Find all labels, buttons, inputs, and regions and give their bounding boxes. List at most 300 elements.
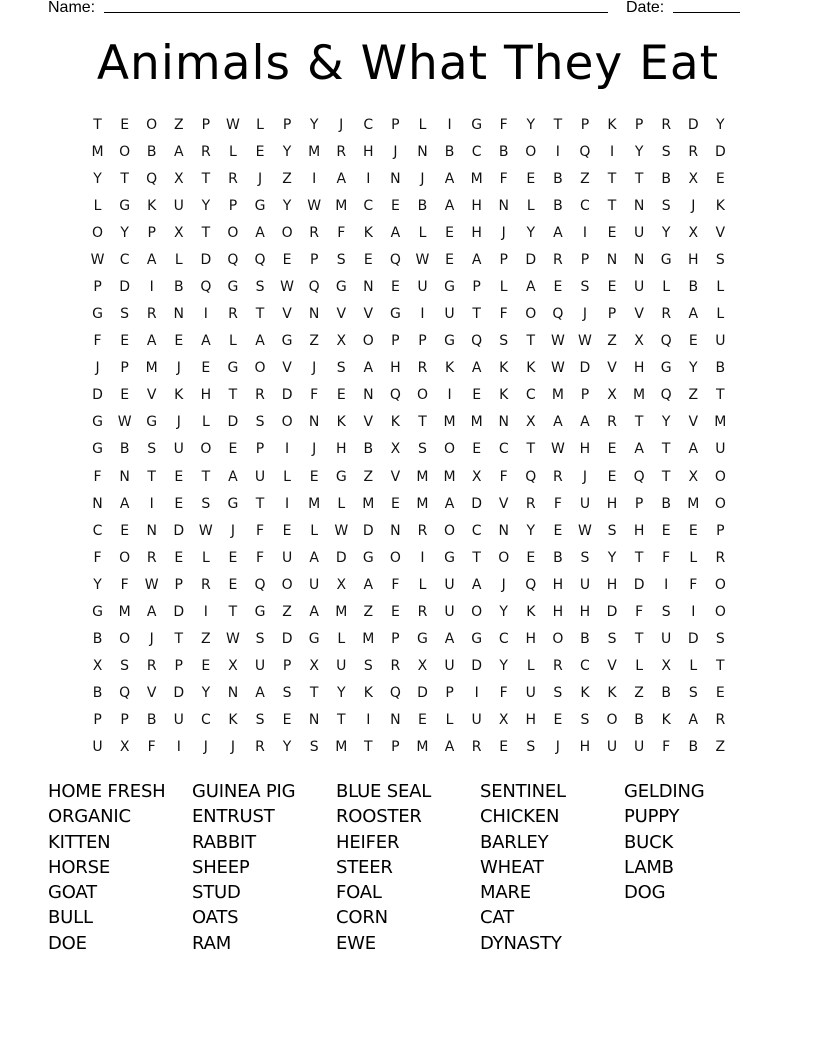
grid-letter: E [607,441,617,458]
grid-letter: L [201,414,210,431]
grid-letter: Z [688,387,699,404]
grid-letter: R [553,251,563,268]
grid-letter: R [146,306,157,323]
grid-letter: A [471,360,482,377]
word-bank-item: KITTEN [48,831,111,853]
grid-letter: J [582,468,588,485]
grid-letter: N [92,495,103,512]
grid-letter: E [688,333,698,350]
grid-letter: L [526,658,535,675]
word-bank-item: BULL [48,907,93,929]
grid-letter: Z [173,116,184,133]
grid-letter: F [310,387,319,404]
grid-letter: Z [282,170,292,187]
grid-letter: T [553,116,563,133]
grid-letter: U [173,441,184,458]
grid-letter: S [336,251,346,268]
grid-letter: C [92,522,103,539]
grid-letter: J [393,143,398,160]
grid-letter: T [526,441,536,458]
grid-letter: U [661,631,672,648]
grid-letter: M [714,414,727,431]
grid-letter: V [390,468,401,485]
grid-letter: Q [389,387,401,404]
grid-letter: T [607,170,617,187]
grid-letter: K [228,712,238,729]
grid-letter: M [91,143,104,160]
grid-letter: X [92,658,103,675]
grid-letter: U [309,576,320,593]
grid-letter: J [203,739,208,756]
grid-letter: Q [660,387,672,404]
grid-letter: P [255,441,265,458]
grid-letter: O [119,143,131,160]
grid-letter: S [363,658,373,675]
grid-letter: M [470,170,483,187]
grid-letter: E [228,441,238,458]
grid-letter: T [201,468,211,485]
grid-letter: I [420,549,425,566]
grid-letter: X [688,170,699,187]
word-bank-item: CHICKEN [480,806,560,828]
grid-letter: G [362,549,374,566]
grid-letter: G [254,603,266,620]
grid-letter: P [391,333,400,350]
name-label: Name: [48,0,96,16]
word-bank-item: OATS [192,907,239,929]
grid-letter: L [201,549,210,566]
grid-letter: T [93,116,102,133]
grid-letter: C [200,712,211,729]
grid-letter: O [444,441,456,458]
grid-letter: R [417,360,428,377]
grid-letter: A [173,143,184,160]
grid-letter: S [120,306,130,323]
page-title: Animals & What They Eat [96,36,720,91]
grid-letter: I [420,306,425,323]
grid-letter: F [499,170,508,187]
grid-letter: U [471,712,482,729]
grid-letter: O [714,468,726,485]
grid-letter: G [227,279,239,295]
grid-letter: V [607,360,617,377]
word-bank-item: SHEEP [192,856,250,878]
grid-letter: I [582,224,588,241]
grid-letter: P [93,279,102,295]
grid-letter: A [255,685,265,702]
grid-letter: A [363,360,374,377]
grid-letter: W [144,576,159,593]
grid-letter: I [609,143,615,160]
grid-letter: E [526,549,536,566]
grid-letter: A [309,549,319,566]
grid-letter: P [716,522,725,539]
grid-letter: U [579,576,591,593]
grid-letter: C [580,197,590,214]
grid-letter: W [226,631,240,648]
grid-letter: K [499,387,509,404]
grid-letter: B [634,712,644,729]
grid-letter: N [390,170,401,187]
grid-letter: M [335,197,348,214]
grid-letter: B [417,197,428,214]
grid-letter: Y [499,603,508,620]
grid-letter: D [173,603,185,620]
grid-letter: A [688,712,699,729]
grid-letter: H [471,197,482,214]
grid-letter: F [499,116,508,133]
grid-letter: M [687,495,700,512]
grid-letter: R [525,495,536,512]
grid-letter: W [415,251,430,268]
grid-letter: U [173,712,184,729]
grid-letter: F [553,495,562,512]
grid-letter: D [687,631,699,648]
grid-letter: B [688,739,699,756]
grid-letter: V [363,414,374,431]
grid-letter: H [552,603,564,620]
grid-letter: I [664,576,669,593]
grid-letter: N [227,685,239,702]
grid-letter: Q [254,576,266,593]
grid-letter: A [471,251,482,268]
grid-letter: B [553,170,563,187]
grid-letter: N [633,197,645,214]
grid-letter: G [119,197,131,214]
grid-letter: O [606,712,618,729]
grid-letter: H [200,387,212,404]
grid-letter: H [687,251,699,268]
grid-letter: P [607,306,617,323]
grid-letter: G [92,414,103,431]
grid-letter: R [390,658,401,675]
grid-letter: H [579,441,591,458]
grid-letter: M [443,468,456,485]
grid-letter: R [228,306,238,323]
word-bank-item: MARE [480,882,531,904]
grid-letter: V [146,685,157,702]
grid-letter: S [661,197,671,214]
grid-letter: P [634,495,644,512]
grid-letter: R [715,712,726,729]
grid-letter: G [92,306,103,323]
grid-letter: J [312,441,317,458]
grid-letter: L [526,197,535,214]
grid-letter: X [688,224,699,241]
grid-letter: M [416,495,429,512]
grid-letter: J [691,197,696,214]
grid-letter: L [418,116,427,133]
grid-letter: I [691,603,696,620]
grid-letter: S [553,685,563,702]
grid-letter: J [230,739,235,756]
grid-letter: E [661,522,671,539]
word-bank-item: BARLEY [480,831,549,853]
word-bank-item: GUINEA PIG [192,781,296,802]
grid-letter: S [282,685,292,702]
grid-letter: Q [200,279,212,295]
grid-letter: U [417,279,428,295]
grid-letter: I [203,603,208,620]
grid-letter: T [364,739,373,756]
grid-letter: J [230,522,235,539]
grid-letter: G [146,414,158,431]
grid-letter: L [337,631,346,648]
grid-letter: U [444,576,455,593]
grid-letter: X [173,224,184,241]
grid-letter: R [309,224,320,241]
grid-letter: P [391,631,400,648]
grid-letter: L [93,197,102,214]
grid-letter: O [119,631,131,648]
grid-letter: P [282,658,292,675]
grid-letter: K [444,360,455,377]
grid-letter: W [334,522,349,539]
grid-letter: Y [93,576,102,593]
grid-letter: R [715,549,726,566]
grid-letter: W [578,522,592,539]
grid-letter: E [499,739,509,756]
grid-letter: R [255,739,265,756]
grid-letter: G [308,631,320,648]
grid-letter: H [335,441,347,458]
grid-letter: I [285,495,290,512]
grid-letter: C [498,441,509,458]
grid-letter: K [526,603,536,620]
grid-letter: L [174,251,183,268]
grid-letter: S [580,549,590,566]
grid-letter: O [416,387,428,404]
grid-letter: A [444,170,455,187]
grid-letter: K [607,116,617,133]
grid-letter: D [687,116,699,133]
grid-letter: F [499,306,508,323]
grid-letter: A [634,441,644,458]
grid-letter: C [580,658,590,675]
grid-letter: U [444,658,455,675]
grid-letter: X [498,712,509,729]
grid-letter: G [660,251,672,268]
grid-letter: L [310,522,319,539]
word-bank-item: LAMB [624,856,674,878]
grid-letter: I [176,739,181,756]
grid-letter: L [337,495,346,512]
grid-letter: Y [499,658,508,675]
grid-letter: O [444,522,456,539]
grid-letter: N [390,712,401,729]
grid-letter: N [606,251,618,268]
grid-letter: E [120,387,130,404]
grid-letter: T [174,631,184,648]
grid-letter: F [255,522,265,539]
word-bank-item: WHEAT [480,856,544,878]
grid-letter: G [92,441,103,458]
grid-letter: V [336,306,347,323]
grid-letter: C [471,143,482,160]
grid-letter: J [149,631,154,648]
grid-letter: E [390,495,400,512]
grid-letter: S [120,658,130,675]
grid-letter: Y [282,197,292,214]
grid-letter: A [146,251,157,268]
grid-letter: J [312,360,317,377]
grid-letter: M [335,739,348,756]
grid-letter: V [715,224,726,241]
grid-letter: B [444,143,455,160]
grid-letter: C [471,522,482,539]
grid-letter: Q [525,576,537,593]
grid-letter: D [92,387,103,404]
grid-letter: A [255,333,265,350]
grid-letter: X [607,387,617,404]
grid-letter: N [498,522,509,539]
grid-letter: Q [579,143,591,160]
grid-letter: H [633,360,645,377]
grid-letter: G [389,306,401,323]
grid-letter: M [443,414,456,431]
grid-letter: Y [526,522,536,539]
grid-letter: L [229,333,237,350]
grid-letter: F [662,549,671,566]
grid-letter: T [255,306,265,323]
grid-letter: G [444,279,455,295]
grid-letter: Q [552,306,564,323]
grid-letter: W [550,441,565,458]
grid-letter: L [662,279,671,295]
grid-letter: T [228,603,238,620]
grid-letter: H [390,360,401,377]
grid-letter: G [254,197,266,214]
grid-letter: N [308,712,320,729]
grid-letter: E [688,522,698,539]
grid-letter: F [93,333,102,350]
grid-letter: L [689,658,698,675]
grid-letter: P [174,658,183,675]
grid-letter: S [255,712,265,729]
grid-letter: S [607,631,617,648]
word-bank-item: EWE [336,932,376,954]
grid-letter: T [336,712,346,729]
grid-letter: D [633,576,645,593]
grid-letter: M [335,603,348,620]
grid-letter: H [363,143,374,160]
word-bank-item: FOAL [336,882,382,904]
grid-letter: R [200,576,211,593]
grid-letter: U [633,224,645,241]
grid-letter: V [146,387,157,404]
grid-letter: P [418,333,427,350]
grid-letter: Y [201,197,211,214]
grid-letter: H [552,576,564,593]
grid-letter: Q [633,468,645,485]
grid-letter: P [174,576,183,593]
grid-letter: B [92,685,103,702]
grid-letter: R [661,116,672,133]
word-search-grid [84,111,734,761]
grid-letter: S [661,603,671,620]
word-bank-item: STEER [336,856,393,878]
word-bank-item: RAM [192,932,232,954]
grid-letter: S [309,739,319,756]
grid-letter: J [176,360,181,377]
grid-letter: U [92,739,103,756]
grid-letter: N [363,279,374,295]
grid-letter: U [173,197,184,214]
grid-letter: M [470,414,483,431]
grid-letter: E [174,468,184,485]
grid-letter: R [553,658,563,675]
grid-letter: I [149,279,154,295]
grid-letter: E [120,333,130,350]
grid-letter: C [525,387,536,404]
grid-letter: E [607,224,617,241]
grid-letter: Y [282,739,292,756]
grid-letter: H [525,631,537,648]
grid-letter: D [471,658,483,675]
grid-letter: R [336,143,347,160]
grid-letter: M [118,603,131,620]
grid-letter: G [444,333,455,350]
grid-letter: G [471,116,483,133]
grid-letter: E [418,712,427,729]
grid-letter: T [418,414,427,431]
grid-letter: X [228,658,238,675]
grid-letter: R [200,143,211,160]
grid-letter: U [444,306,455,323]
grid-letter: Q [146,170,158,187]
grid-letter: S [255,631,265,648]
grid-letter: A [688,441,699,458]
grid-letter: L [689,549,698,566]
grid-letter: L [256,116,264,133]
grid-letter: H [606,576,618,593]
grid-letter: N [417,143,428,160]
grid-letter: E [120,116,130,133]
grid-letter: S [607,522,617,539]
grid-letter: X [417,658,428,675]
grid-letter: E [390,603,400,620]
grid-letter: M [633,387,646,404]
grid-letter: B [363,441,374,458]
grid-letter: N [173,306,185,323]
grid-letter: S [336,360,346,377]
grid-letter: O [389,549,401,566]
grid-letter: Y [309,116,319,133]
grid-letter: F [93,468,102,485]
grid-letter: O [471,603,483,620]
grid-letter: Q [660,333,672,350]
grid-letter: B [661,685,671,702]
grid-letter: E [282,251,292,268]
grid-letter: X [336,576,347,593]
grid-letter: O [362,333,374,350]
grid-letter: B [688,279,699,295]
grid-letter: P [93,712,102,729]
grid-letter: N [308,414,320,431]
grid-letter: V [363,306,374,323]
grid-letter: D [200,251,212,268]
grid-letter: O [254,360,266,377]
grid-letter: Y [688,360,698,377]
grid-letter: Q [227,251,239,268]
grid-letter: T [634,170,644,187]
grid-letter: D [362,522,374,539]
grid-letter: B [715,360,726,377]
word-bank [48,779,768,956]
grid-letter: U [633,279,645,295]
header-line [48,0,748,19]
grid-letter: W [90,251,105,268]
